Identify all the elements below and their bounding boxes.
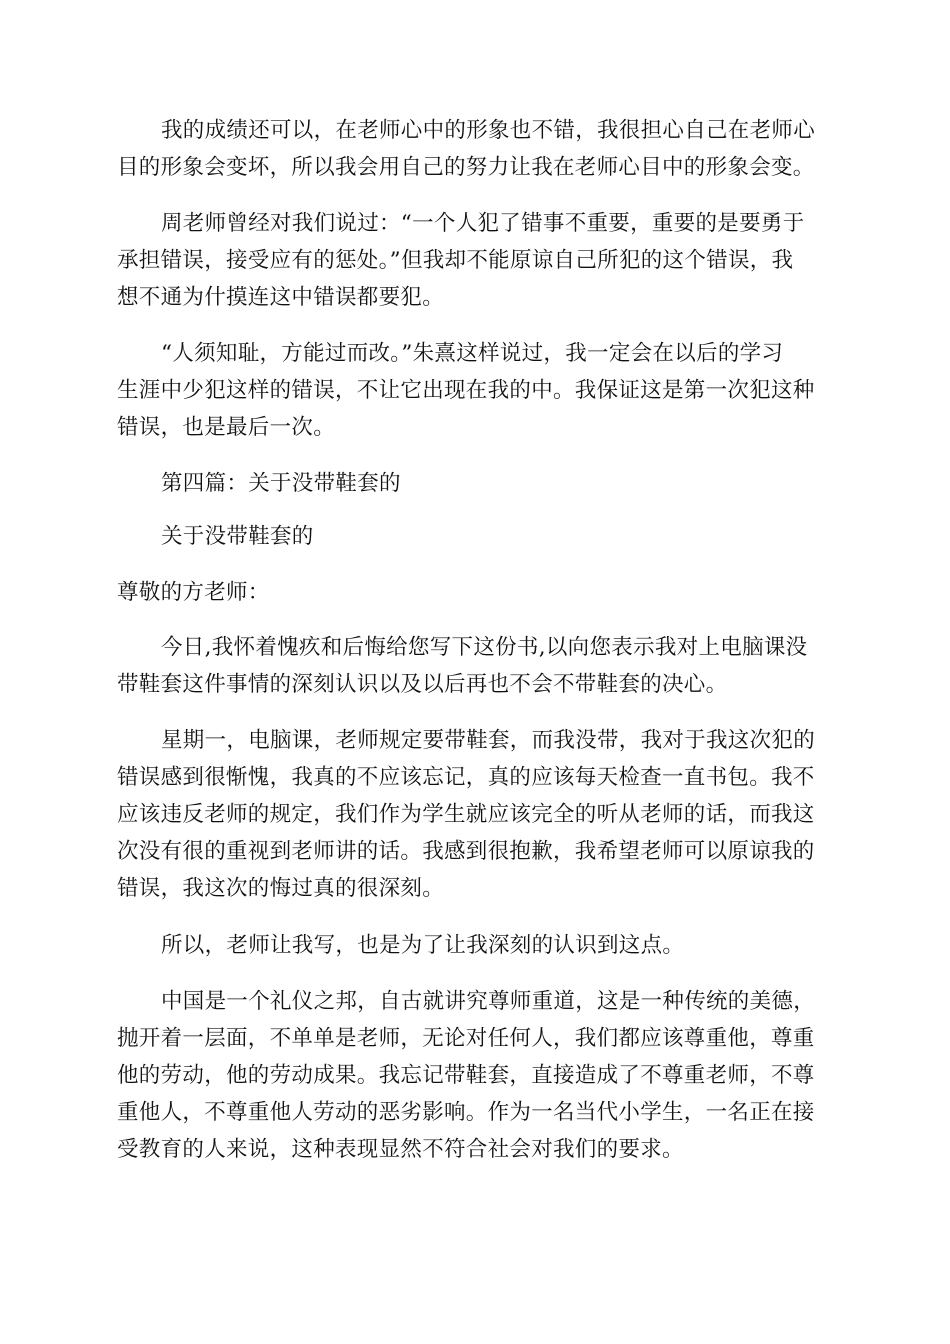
paragraph-respect	[117, 983, 837, 1168]
text-line: 中国是一个礼仪之邦，自古就讲究尊师重道，这是一种传统的美德，	[161, 989, 816, 1014]
text-line: “人须知耻，方能过而改。”朱熹这样说过，我一定会在以后的学习	[161, 341, 784, 366]
text-line: 错误感到很惭愧，我真的不应该忘记，真的应该每天检查一直书包。我不	[117, 765, 815, 790]
text-line: 想不通为什摸连这中错误都要犯。	[117, 285, 445, 310]
text-line: 星期一，电脑课，老师规定要带鞋套，而我没带，我对于我这次犯的	[161, 728, 816, 753]
text-line: 所以，老师让我写，也是为了让我深刻的认识到这点。	[161, 933, 685, 958]
paragraph-zhuxi-quote	[117, 335, 837, 446]
text-line: 目的形象会变坏，所以我会用自己的努力让我在老师心目中的形象会变。	[117, 155, 815, 180]
text-line: 错误，我这次的悔过真的很深刻。	[117, 876, 445, 901]
letter-salutation	[117, 574, 837, 611]
section-heading	[117, 465, 837, 502]
text-line: 重他人，不尊重他人劳动的恶劣影响。作为一名当代小学生，一名正在接	[117, 1100, 815, 1125]
text-line: 带鞋套这件事情的深刻认识以及以后再也不会不带鞋套的决心。	[117, 672, 728, 697]
paragraph-teacher-quote	[117, 205, 837, 316]
text-line: 周老师曾经对我们说过：“一个人犯了错事不重要，重要的是要勇于	[161, 211, 805, 236]
text-line: 生涯中少犯这样的错误，不让它出现在我的中。我保证这是第一次犯这种	[117, 378, 815, 403]
paragraph-reputation	[117, 112, 837, 186]
paragraph-intro	[117, 629, 837, 703]
text-line: 次没有很的重视到老师讲的话。我感到很抱歉，我希望老师可以原谅我的	[117, 839, 815, 864]
text-line: 他的劳动，他的劳动成果。我忘记带鞋套，直接造成了不尊重老师，不尊	[117, 1063, 815, 1088]
paragraph-incident	[117, 722, 837, 907]
text-line: 第四篇：关于没带鞋套的	[161, 471, 401, 496]
text-line: 应该违反老师的规定，我们作为学生就应该完全的听从老师的话，而我这	[117, 802, 815, 827]
text-line: 关于没带鞋套的	[161, 524, 314, 549]
text-line: 错误，也是最后一次。	[117, 415, 336, 440]
text-line: 承担错误，接受应有的惩处。”但我却不能原谅自己所犯的这个错误，我	[117, 248, 794, 273]
text-line: 尊敬的方老师：	[117, 580, 270, 605]
text-line: 抛开着一层面，不单单是老师，无论对任何人，我们都应该尊重他，尊重	[117, 1026, 815, 1051]
text-line: 今日,我怀着愧疚和后悔给您写下这份书,以向您表示我对上电脑课没	[161, 635, 808, 660]
letter-title	[117, 518, 837, 555]
text-line: 我的成绩还可以，在老师心中的形象也不错，我很担心自己在老师心	[161, 118, 816, 143]
paragraph-reason	[117, 927, 837, 964]
text-line: 受教育的人来说，这种表现显然不符合社会对我们的要求。	[117, 1137, 684, 1162]
